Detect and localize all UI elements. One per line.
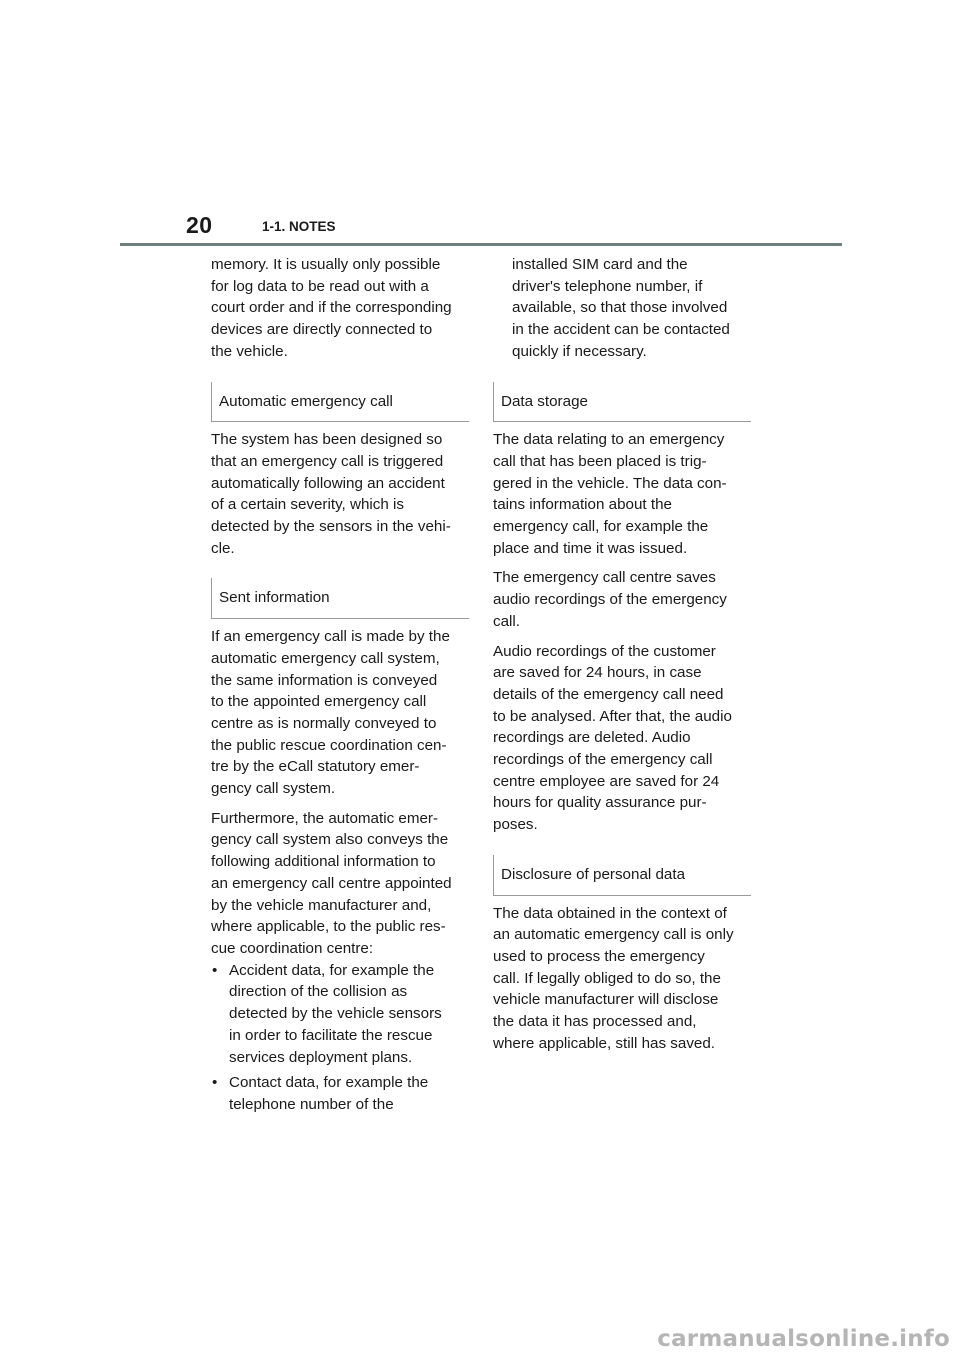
page-number: 20 bbox=[186, 212, 213, 238]
text-line: audio recordings of the emergency bbox=[493, 591, 727, 609]
text-line: automatic emergency call system, bbox=[211, 649, 440, 667]
text-line: Accident data, for example the bbox=[229, 961, 435, 979]
text-line: cue coordination centre: bbox=[211, 939, 374, 957]
watermark-text: carmanualsonline.info bbox=[657, 1326, 950, 1352]
audio-paragraph bbox=[493, 641, 751, 836]
left-column bbox=[211, 254, 469, 1124]
text-line: court order and if the corresponding bbox=[211, 299, 452, 317]
text-line: by the vehicle manufacturer and, bbox=[211, 896, 432, 914]
text-line: Furthermore, the automatic emer- bbox=[211, 809, 439, 827]
text-line: quickly if necessary. bbox=[512, 342, 647, 360]
text-line: the vehicle. bbox=[211, 342, 288, 360]
text-line: memory. It is usually only possible bbox=[211, 256, 441, 273]
bullet-accident-data bbox=[211, 960, 469, 1069]
right-column bbox=[493, 254, 751, 1063]
text-line: an emergency call centre appointed bbox=[211, 874, 452, 892]
intro-paragraph bbox=[211, 254, 469, 363]
text-line: the public rescue coordination cen- bbox=[211, 736, 447, 754]
furthermore-paragraph bbox=[211, 808, 469, 960]
heading-disclosure: Disclosure of personal data bbox=[493, 855, 751, 896]
text-line: telephone number of the bbox=[229, 1095, 394, 1113]
text-line: vehicle manufacturer will disclose bbox=[493, 991, 719, 1009]
text-line: available, so that those involved bbox=[512, 299, 728, 317]
text-line: Audio recordings of the customer bbox=[493, 642, 716, 660]
text-line: hours for quality assurance pur- bbox=[493, 794, 707, 812]
text-line: an automatic emergency call is only bbox=[493, 926, 734, 944]
text-line: in order to facilitate the rescue bbox=[229, 1026, 433, 1044]
heading-automatic-emergency-call: Automatic emergency call bbox=[211, 382, 469, 423]
continued-paragraph bbox=[493, 254, 751, 363]
text-line: The system has been designed so bbox=[211, 431, 443, 449]
bullet-icon: • bbox=[212, 1074, 218, 1092]
text-line: call. bbox=[493, 612, 521, 630]
text-line: centre as is normally conveyed to bbox=[211, 714, 437, 732]
text-line: centre employee are saved for 24 bbox=[493, 772, 720, 790]
text-line: in the accident can be contacted bbox=[512, 321, 730, 339]
text-line: used to process the emergency bbox=[493, 947, 705, 965]
text-line: emergency call, for example the bbox=[493, 518, 709, 536]
text-line: to the appointed emergency call bbox=[211, 693, 427, 711]
text-line: tre by the eCall statutory emer- bbox=[211, 758, 420, 776]
text-line: detected by the vehicle sensors bbox=[229, 1005, 442, 1023]
heading-data-storage: Data storage bbox=[493, 382, 751, 423]
text-line: The emergency call centre saves bbox=[493, 569, 716, 587]
bullet-contact-data bbox=[211, 1072, 469, 1115]
text-line: where applicable, still has saved. bbox=[493, 1034, 716, 1052]
text-line: automatically following an accident bbox=[211, 474, 445, 492]
text-line: poses. bbox=[493, 816, 538, 834]
text-line: services deployment plans. bbox=[229, 1048, 413, 1066]
bullet-icon: • bbox=[212, 961, 218, 979]
text-line: place and time it was issued. bbox=[493, 539, 688, 557]
text-line: gency call system also conveys the bbox=[211, 831, 449, 849]
text-line: driver's telephone number, if bbox=[512, 277, 703, 295]
text-line: are saved for 24 hours, in case bbox=[493, 664, 702, 682]
text-line: call. If legally obliged to do so, the bbox=[493, 969, 721, 987]
text-line: to be analysed. After that, the audio bbox=[493, 707, 732, 725]
text-line: recordings of the emergency call bbox=[493, 751, 713, 769]
text-line: gered in the vehicle. The data con- bbox=[493, 474, 727, 492]
section-label: 1-1. NOTES bbox=[262, 219, 336, 234]
text-line: direction of the collision as bbox=[229, 983, 408, 1001]
text-line: the same information is conveyed bbox=[211, 671, 438, 689]
text-line: tains information about the bbox=[493, 496, 672, 514]
text-line: gency call system. bbox=[211, 780, 336, 798]
text-line: installed SIM card and the bbox=[512, 256, 688, 273]
sent-info-paragraph bbox=[211, 626, 469, 800]
centre-saves-paragraph bbox=[493, 567, 751, 632]
storage-paragraph bbox=[493, 429, 751, 559]
text-line: the data it has processed and, bbox=[493, 1013, 697, 1031]
text-line: If an emergency call is made by the bbox=[211, 628, 450, 646]
auto-call-paragraph bbox=[211, 429, 469, 559]
text-line: cle. bbox=[211, 539, 235, 557]
text-line: The data relating to an emergency bbox=[493, 431, 725, 449]
text-line: devices are directly connected to bbox=[211, 321, 433, 339]
text-line: for log data to be read out with a bbox=[211, 277, 429, 295]
text-line: recordings are deleted. Audio bbox=[493, 729, 691, 747]
header-rule bbox=[120, 243, 842, 246]
text-line: The data obtained in the context of bbox=[493, 904, 727, 922]
text-line: that an emergency call is triggered bbox=[211, 452, 444, 470]
text-line: Contact data, for example the bbox=[229, 1074, 429, 1092]
text-line: call that has been placed is trig- bbox=[493, 452, 707, 470]
text-line: detected by the sensors in the vehi- bbox=[211, 518, 451, 536]
text-line: following additional information to bbox=[211, 853, 436, 871]
disclosure-paragraph bbox=[493, 903, 751, 1055]
text-line: of a certain severity, which is bbox=[211, 496, 405, 514]
text-line: details of the emergency call need bbox=[493, 685, 724, 703]
text-line: where applicable, to the public res- bbox=[211, 918, 446, 936]
heading-sent-information: Sent information bbox=[211, 578, 469, 619]
